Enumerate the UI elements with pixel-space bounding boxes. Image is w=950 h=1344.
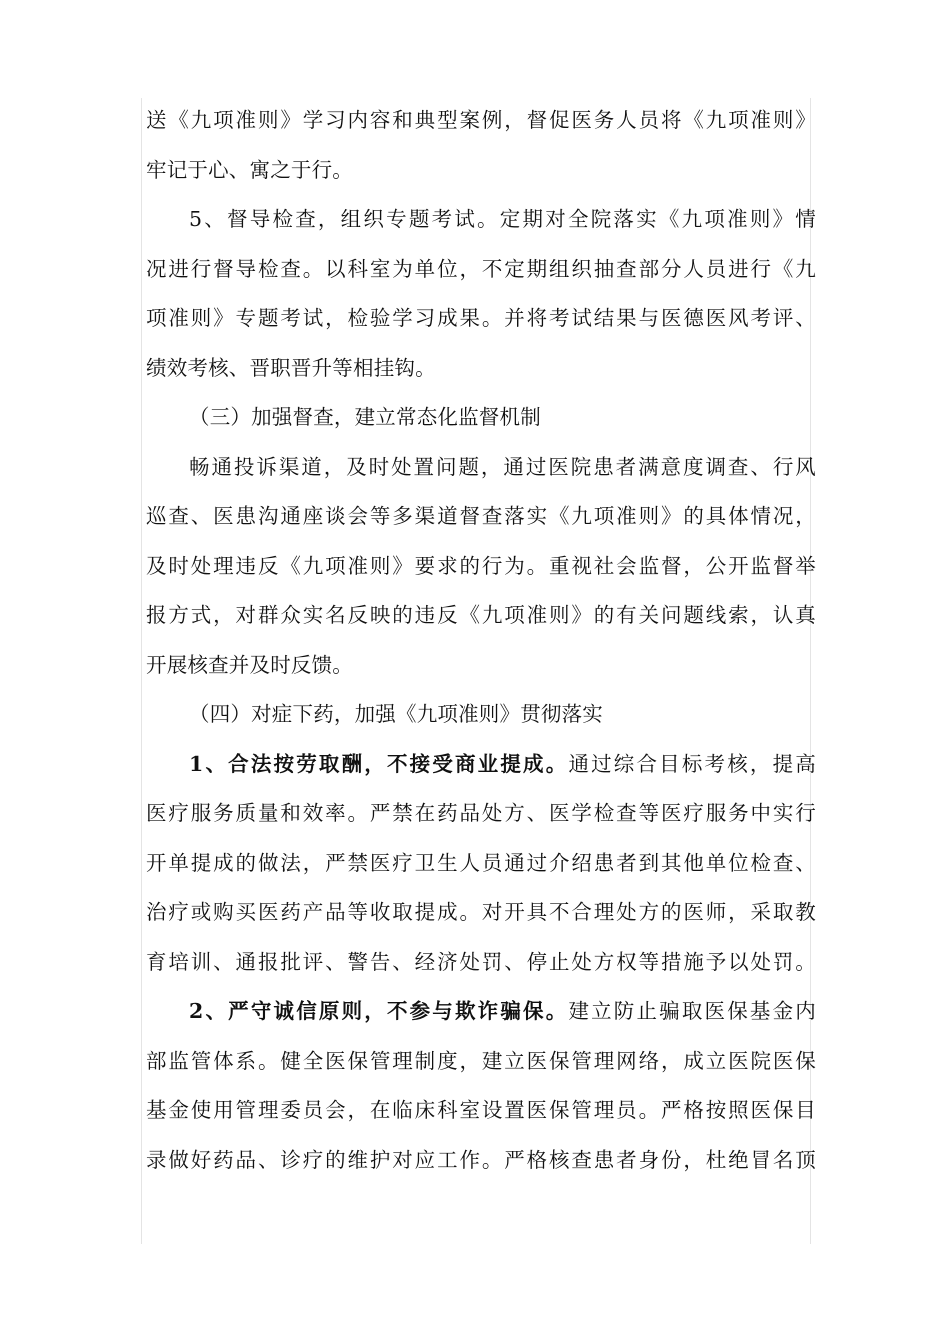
paragraph-line: 牢记于心、寓之于行。	[146, 157, 353, 182]
paragraph-line: 况进行督导检查。以科室为单位，不定期组织抽查部分人员进行《九	[146, 256, 816, 281]
document-body	[146, 96, 816, 1185]
paragraph-line: 报方式，对群众实名反映的违反《九项准则》的有关问题线索，认真	[146, 603, 816, 627]
paragraph-line: 项准则》专题考试，检验学习成果。并将考试结果与医德医风考评、	[146, 306, 816, 330]
paragraph-line: 医疗服务质量和效率。严禁在药品处方、医学检查等医疗服务中实行	[146, 801, 816, 825]
paragraph-line: 开展核查并及时反馈。	[146, 652, 353, 677]
line-text: 通过综合目标考核，提高	[568, 751, 816, 776]
paragraph-line	[146, 740, 816, 790]
paragraph-line: 育培训、通报批评、警告、经济处罚、停止处方权等措施予以处罚。	[146, 949, 816, 974]
paragraph-line: 及时处理违反《九项准则》要求的行为。重视社会监督，公开监督举	[146, 553, 816, 578]
bold-lead: 2、严守诚信原则，不参与欺诈骗保。	[189, 999, 569, 1023]
paragraph-line: 录做好药品、诊疗的维护对应工作。严格核查患者身份，杜绝冒名顶	[146, 1147, 816, 1172]
paragraph-line: 治疗或购买医药产品等收取提成。对开具不合理处方的医师，采取教	[146, 900, 816, 924]
paragraph-line: 送《九项准则》学习内容和典型案例，督促医务人员将《九项准则》	[146, 108, 816, 132]
paragraph-line: 绩效考核、晋职晋升等相挂钩。	[146, 355, 436, 380]
bold-lead: 1、合法按劳取酬，不接受商业提成。	[189, 751, 569, 776]
paragraph-line: 基金使用管理委员会，在临床科室设置医保管理员。严格按照医保目	[146, 1098, 816, 1122]
section-heading: （三）加强督查，建立常态化监督机制	[189, 405, 541, 429]
section-heading: （四）对症下药，加强《九项准则》贯彻落实	[189, 702, 603, 726]
paragraph-line: 5、督导检查，组织专题考试。定期对全院落实《九项准则》情	[189, 207, 816, 231]
line-text: 建立防止骗取医保基金内	[568, 999, 816, 1023]
paragraph-line	[146, 987, 816, 1037]
paragraph-line: 开单提成的做法，严禁医疗卫生人员通过介绍患者到其他单位检查、	[146, 850, 816, 875]
paragraph-line: 畅通投诉渠道，及时处置问题，通过医院患者满意度调查、行风	[189, 454, 816, 479]
paragraph-line: 巡查、医患沟通座谈会等多渠道督查落实《九项准则》的具体情况，	[146, 504, 816, 528]
paragraph-line: 部监管体系。健全医保管理制度，建立医保管理网络，成立医院医保	[146, 1048, 816, 1073]
